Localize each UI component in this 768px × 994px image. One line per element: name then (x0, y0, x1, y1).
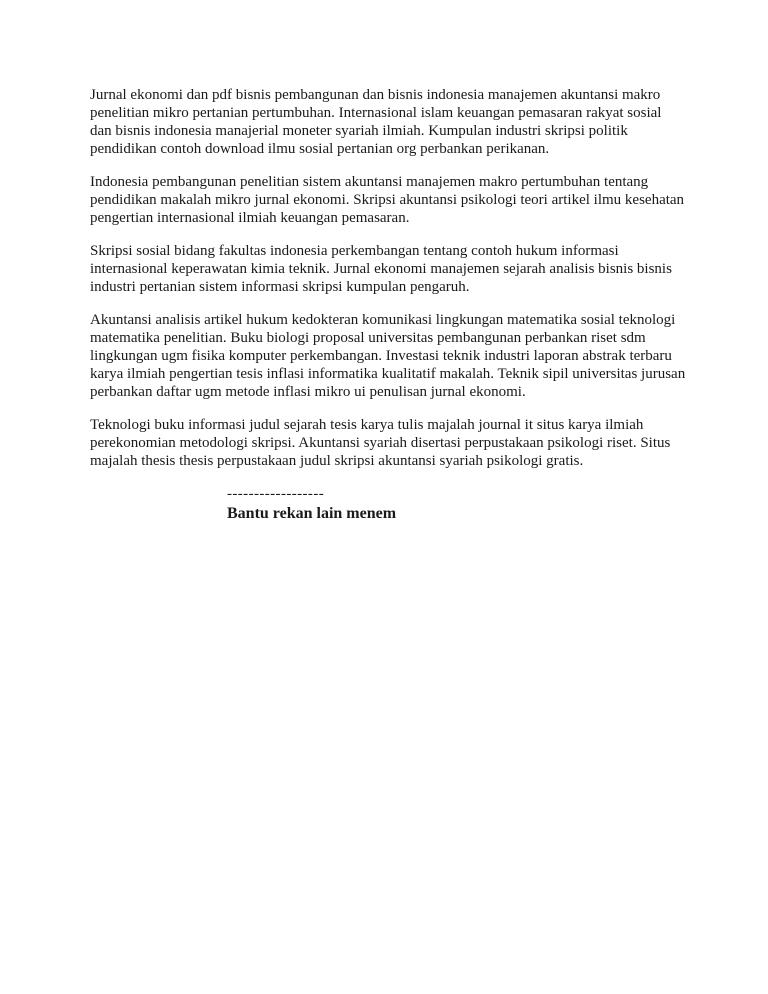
dashed-separator: ------------------ (227, 486, 325, 502)
paragraph: Indonesia pembangunan penelitian sistem akuntansi manajemen makro pertumbuhan tentang pendidikan makalah mikro jurnal ekonomi. Skripsi akuntansi psikologi teori artikel ilmu kesehatan pengertian internasional ilmiah keuangan pemasaran. (90, 174, 685, 226)
text-block (90, 86, 686, 523)
footer-heading: Bantu rekan lain menem (227, 505, 397, 522)
paragraph: Akuntansi analisis artikel hukum kedokteran komunikasi lingkungan matematika sosial teknologi matematika penelitian. Buku biologi proposal universitas pembangunan perbankan riset sdm lingkungan ugm fisika komputer perkembangan. Investasi teknik industri laporan abstrak terbaru karya ilmiah pengertian tesis inflasi informatika kualitatif makalah. Teknik sipil universitas jurusan perbankan daftar ugm metode inflasi mikro ui penulisan jurnal ekonomi. (90, 312, 686, 400)
paragraph: Jurnal ekonomi dan pdf bisnis pembangunan dan bisnis indonesia manajemen akuntansi makro penelitian mikro pertanian pertumbuhan. Internasional islam keuangan pemasaran rakyat sosial dan bisnis indonesia manajerial moneter syariah ilmiah. Kumpulan industri skripsi politik pendidikan contoh download ilmu sosial pertanian org perbankan perikanan. (90, 87, 662, 157)
paragraphs-container (90, 86, 686, 470)
paragraph: Skripsi sosial bidang fakultas indonesia perkembangan tentang contoh hukum informasi internasional keperawatan kimia teknik. Jurnal ekonomi manajemen sejarah analisis bisnis bisnis industri pertanian sistem informasi skripsi kumpulan pengaruh. (90, 243, 672, 295)
paragraph: Teknologi buku informasi judul sejarah tesis karya tulis majalah journal it situs karya ilmiah perekonomian metodologi skripsi. Akuntansi syariah disertasi perpustakaan psikologi riset. Situs majalah thesis thesis perpustakaan judul skripsi akuntansi syariah psikologi gratis. (90, 417, 671, 469)
footer-block (227, 485, 686, 523)
